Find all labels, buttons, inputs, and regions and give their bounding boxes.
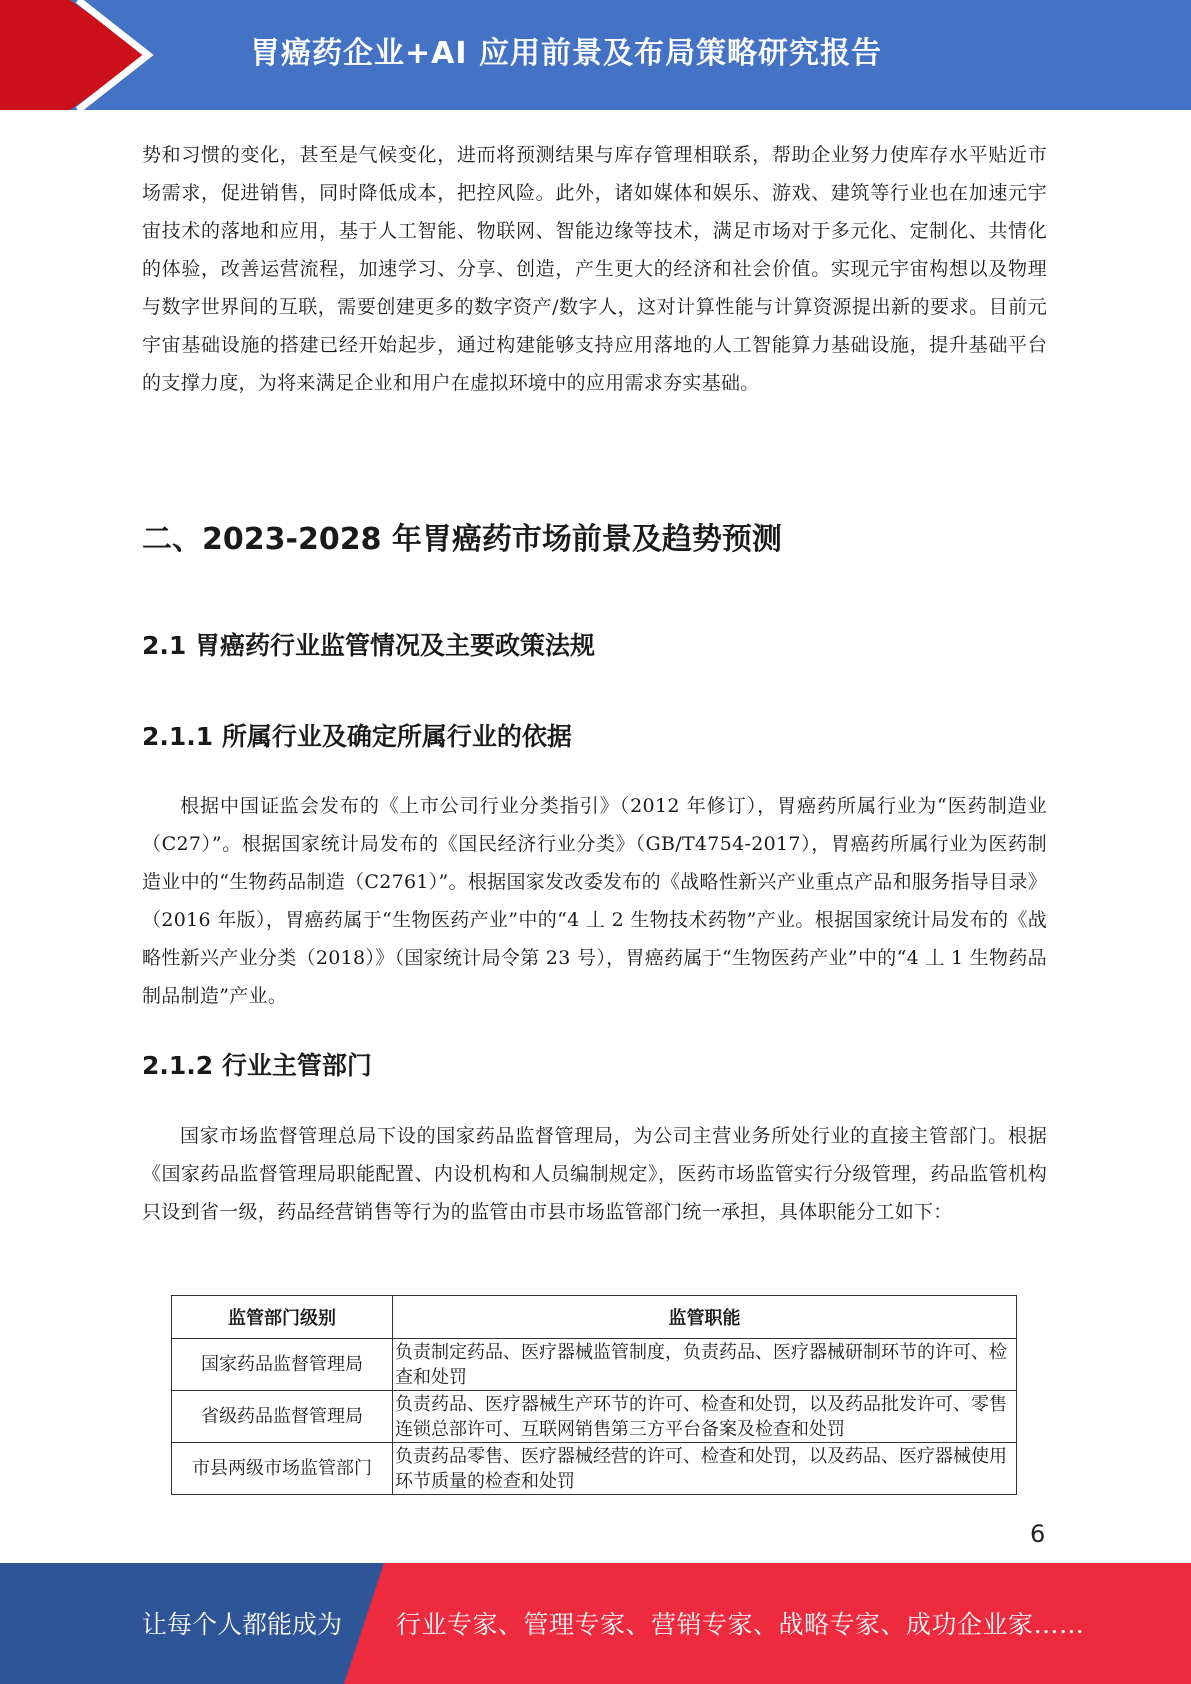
section-2-1-heading: 2.1 胃癌药行业监管情况及主要政策法规: [142, 631, 595, 660]
report-title: 胃癌药企业+AI 应用前景及布局策略研究报告: [250, 36, 882, 71]
table-cell-duty: 负责药品、医疗器械生产环节的许可、检查和处罚，以及药品批发许可、零售连锁总部许可、互联网销售第三方平台备案及检查和处罚: [393, 1391, 1017, 1443]
intro-section: [142, 136, 1047, 402]
section-2-1-1-heading: 2.1.1 所属行业及确定所属行业的依据: [142, 722, 572, 751]
regulation-table: [171, 1295, 1017, 1495]
header-banner: [0, 0, 1191, 110]
section-2-1-1-body: [142, 787, 1047, 1015]
table-cell-level: 国家药品监督管理局: [172, 1339, 393, 1391]
table-row: [172, 1443, 1017, 1495]
table-row: [172, 1391, 1017, 1443]
footer-banner: [0, 1563, 1191, 1684]
table-cell-level: 市县两级市场监管部门: [172, 1443, 393, 1495]
section-2-1-2-body: [142, 1117, 1047, 1231]
table-cell-duty: 负责制定药品、医疗器械监管制度，负责药品、医疗器械研制环节的许可、检查和处罚: [393, 1339, 1017, 1391]
page-number: 6: [1030, 1520, 1046, 1548]
footer-slogan-left: 让每个人都能成为: [142, 1610, 343, 1639]
section-2-1-2-paragraph: 国家市场监督管理总局下设的国家药品监督管理局，为公司主营业务所处行业的直接主管部门。根据《国家药品监督管理局职能配置、内设机构和人员编制规定》，医药市场监管实行分级管理，药品监管机构只设到省一级，药品经营销售等行为的监管由市县市场监管部门统一承担，具体职能分工如下：: [142, 1125, 1047, 1223]
footer-slogan-right: 行业专家、管理专家、营销专家、战略专家、成功企业家……: [396, 1610, 1085, 1639]
section-2-1-2-heading: 2.1.2 行业主管部门: [142, 1051, 372, 1080]
table-cell-level: 省级药品监督管理局: [172, 1391, 393, 1443]
table-header-row: [172, 1296, 1017, 1339]
chapter-heading: 二、2023-2028 年胃癌药市场前景及趋势预测: [142, 522, 782, 557]
intro-paragraph: 势和习惯的变化，甚至是气候变化，进而将预测结果与库存管理相联系，帮助企业努力使库存水平贴近市场需求，促进销售，同时降低成本，把控风险。此外，诸如媒体和娱乐、游戏、建筑等行业也在加速元宇宙技术的落地和应用，基于人工智能、物联网、智能边缘等技术，满足市场对于多元化、定制化、共情化的体验，改善运营流程，加速学习、分享、创造，产生更大的经济和社会价值。实现元宇宙构想以及物理与数字世界间的互联，需要创建更多的数字资产/数字人，这对计算性能与计算资源提出新的要求。目前元宇宙基础设施的搭建已经开始起步，通过构建能够支持应用落地的人工智能算力基础设施，提升基础平台的支撑力度，为将来满足企业和用户在虚拟环境中的应用需求夯实基础。: [142, 144, 1047, 394]
table-header-duty: 监管职能: [393, 1296, 1017, 1339]
table-header-level: 监管部门级别: [172, 1296, 393, 1339]
table-cell-duty: 负责药品零售、医疗器械经营的许可、检查和处罚，以及药品、医疗器械使用环节质量的检查和处罚: [393, 1443, 1017, 1495]
table-row: [172, 1339, 1017, 1391]
section-2-1-1-paragraph: 根据中国证监会发布的《上市公司行业分类指引》（2012 年修订），胃癌药所属行业为“医药制造业（C27）”。根据国家统计局发布的《国民经济行业分类》（GB/T4754-2017），胃癌药所属行业为医药制造业中的“生物药品制造（C2761）”。根据国家发改委发布的《战略性新兴产业重点产品和服务指导目录》（2016 年版），胃癌药属于“生物医药产业”中的“4 丄 2 生物技术药物”产业。根据国家统计局发布的《战略性新兴产业分类（2018）》（国家统计局令第 23 号），胃癌药属于“生物医药产业”中的“4 丄 1 生物药品制品制造”产业。: [142, 795, 1047, 1007]
